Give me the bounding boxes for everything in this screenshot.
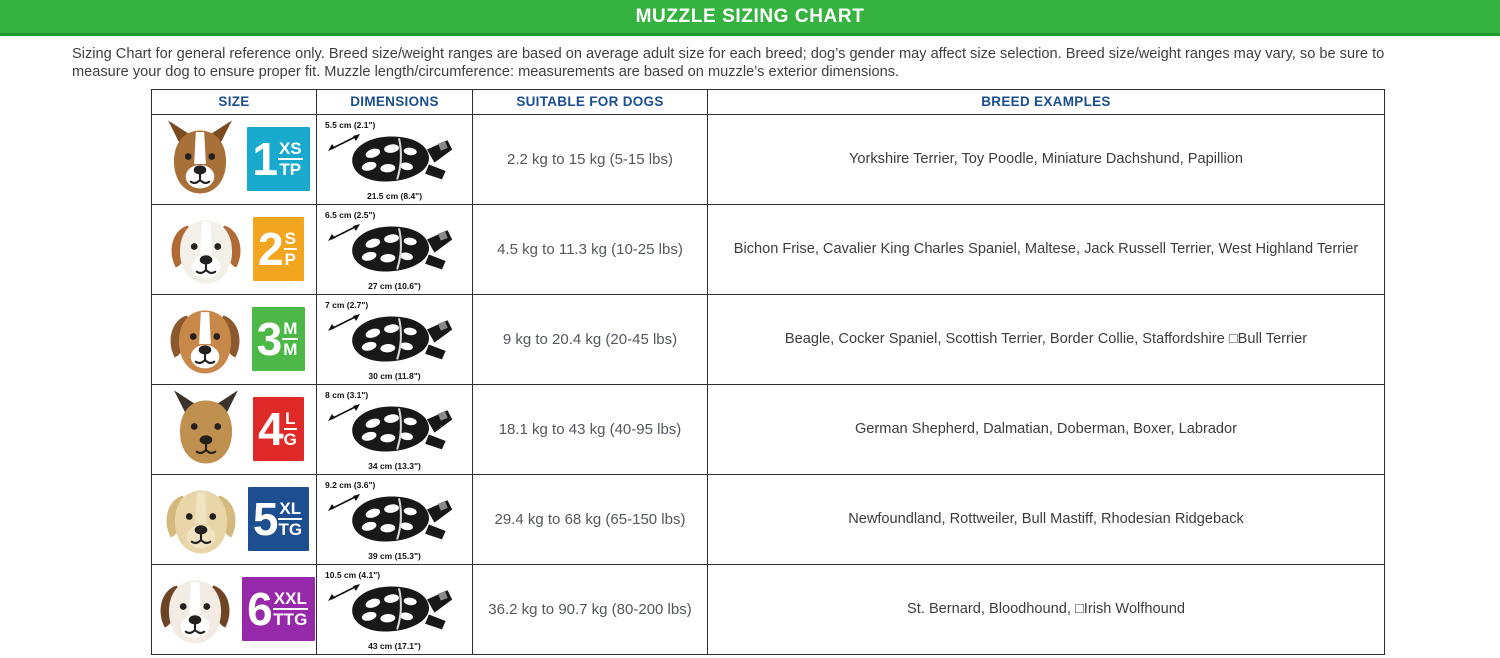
badge-size-label-bottom: M <box>283 340 298 360</box>
muzzle-diagram <box>343 129 455 187</box>
weight-range: 18.1 kg to 43 kg (40-95 lbs) <box>473 384 708 474</box>
badge-size-label-top: S <box>284 229 297 251</box>
intro-text: Sizing Chart for general reference only. Breed size/weight ranges are based on average adult size for each breed; dog’s gender may affect size selection. Breed size/weight ranges may vary, so be sure to measure your dog to ensure proper fit. Muzzle length/circumference: measurements are based on muzzle’s exterior dimensions. <box>72 46 1385 81</box>
badge-size-label-bottom: G <box>283 430 297 450</box>
badge-number: 3 <box>256 313 281 366</box>
badge-number: 6 <box>247 583 271 636</box>
weight-range: 9 kg to 20.4 kg (20-45 lbs) <box>473 294 708 384</box>
breed-examples: Yorkshire Terrier, Toy Poodle, Miniature Dachshund, Papillion <box>708 114 1385 204</box>
muzzle-diagram <box>343 579 455 637</box>
muzzle-diagram <box>343 309 455 367</box>
breed-examples: St. Bernard, Bloodhound, □Irish Wolfhound <box>708 564 1385 654</box>
muzzle-diagram <box>343 489 455 547</box>
muzzle-length-measurement: 7 cm (2.7") <box>325 299 369 310</box>
badge-size-label-bottom: TG <box>278 520 303 540</box>
muzzle-circumference-measurement: 43 cm (17.1") <box>368 640 421 651</box>
table-row <box>152 204 1385 294</box>
badge-size-label-bottom: P <box>284 250 296 270</box>
breed-examples: Beagle, Cocker Spaniel, Scottish Terrier, Border Collie, Staffordshire □Bull Terrier <box>708 294 1385 384</box>
badge-size-label-bottom: TP <box>279 160 302 180</box>
table-header-row <box>152 89 1385 114</box>
jack-russell-dog-photo <box>164 207 248 291</box>
column-header-size: SIZE <box>152 89 317 114</box>
german-shepherd-dog-photo <box>164 387 248 471</box>
muzzle-diagram <box>343 399 455 457</box>
size-badge <box>242 577 315 641</box>
table-row <box>152 114 1385 204</box>
column-header-dimensions: DIMENSIONS <box>317 89 473 114</box>
weight-range: 36.2 kg to 90.7 kg (80-200 lbs) <box>473 564 708 654</box>
size-badge <box>248 487 309 551</box>
beagle-dog-photo <box>163 297 247 381</box>
weight-range: 4.5 kg to 11.3 kg (10-25 lbs) <box>473 204 708 294</box>
table-row <box>152 474 1385 564</box>
badge-number: 4 <box>258 403 282 456</box>
size-badge <box>253 397 304 461</box>
weight-range: 29.4 kg to 68 kg (65-150 lbs) <box>473 474 708 564</box>
page-header <box>0 0 1500 36</box>
muzzle-circumference-measurement: 21.5 cm (8.4") <box>366 190 423 201</box>
muzzle-diagram <box>343 219 455 277</box>
size-badge <box>253 217 304 281</box>
badge-number: 5 <box>252 493 277 546</box>
breed-examples: Bichon Frise, Cavalier King Charles Spaniel, Maltese, Jack Russell Terrier, West Highland Terrier <box>708 204 1385 294</box>
muzzle-circumference-measurement: 30 cm (11.8") <box>368 370 421 381</box>
badge-size-label-top: L <box>284 409 297 431</box>
size-badge <box>252 307 306 371</box>
breed-examples: Newfoundland, Rottweiler, Bull Mastiff, Rhodesian Ridgeback <box>708 474 1385 564</box>
labrador-dog-photo <box>159 477 243 561</box>
muzzle-length-measurement: 6.5 cm (2.5") <box>325 209 376 220</box>
table-row <box>152 564 1385 654</box>
badge-size-label-top: XS <box>278 139 303 161</box>
muzzle-length-measurement: 9.2 cm (3.6") <box>325 479 376 490</box>
table-row <box>152 294 1385 384</box>
badge-size-label-bottom: TTG <box>273 610 308 630</box>
column-header-breed-examples: BREED EXAMPLES <box>708 89 1385 114</box>
badge-size-label-top: XL <box>278 499 302 521</box>
breed-examples: German Shepherd, Dalmatian, Doberman, Boxer, Labrador <box>708 384 1385 474</box>
muzzle-circumference-measurement: 27 cm (10.6") <box>368 280 421 291</box>
weight-range: 2.2 kg to 15 kg (5-15 lbs) <box>473 114 708 204</box>
sizing-table <box>151 89 1385 655</box>
muzzle-length-measurement: 10.5 cm (4.1") <box>325 569 381 580</box>
column-header-suitable-for-dogs: SUITABLE FOR DOGS <box>473 89 708 114</box>
badge-number: 2 <box>258 223 282 276</box>
muzzle-length-measurement: 8 cm (3.1") <box>325 389 369 400</box>
st-bernard-dog-photo <box>153 567 237 651</box>
muzzle-length-measurement: 5.5 cm (2.1") <box>325 119 376 130</box>
badge-number: 1 <box>252 133 276 186</box>
badge-size-label-top: M <box>282 319 298 341</box>
table-row <box>152 384 1385 474</box>
badge-size-label-top: XXL <box>273 589 308 611</box>
papillon-dog-photo <box>158 117 242 201</box>
muzzle-circumference-measurement: 39 cm (15.3") <box>368 550 421 561</box>
page-title: MUZZLE SIZING CHART <box>635 5 865 27</box>
muzzle-circumference-measurement: 34 cm (13.3") <box>368 460 421 471</box>
size-badge <box>247 127 309 191</box>
